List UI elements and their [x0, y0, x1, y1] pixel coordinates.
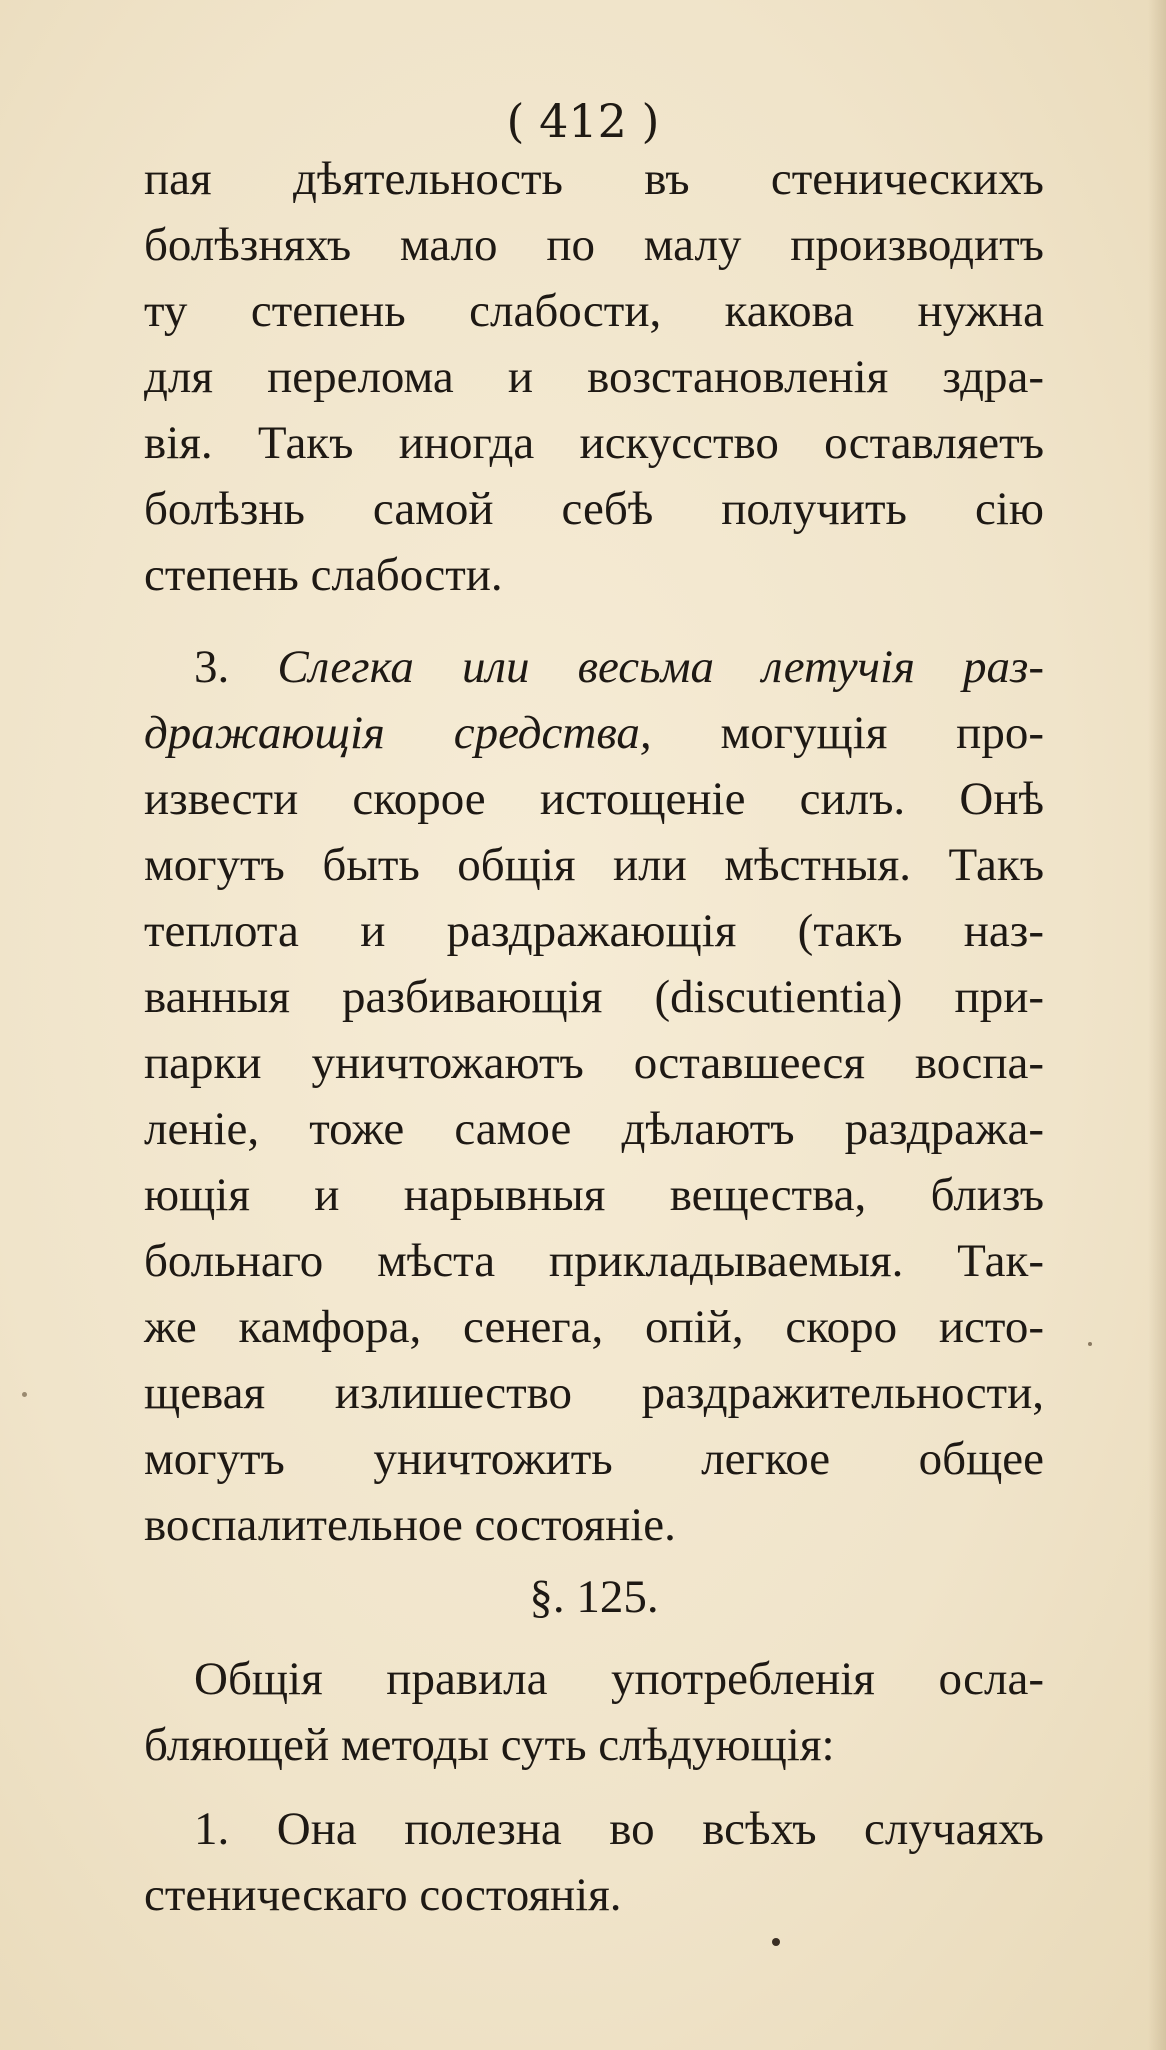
text-line: для перелома и возстановленія здра-	[144, 351, 1044, 403]
page-number: ( 412 )	[506, 94, 660, 148]
text-line: воспалительное состояніе.	[144, 1499, 676, 1551]
text-line: теплота и раздражающія (такъ наз-	[144, 905, 1044, 957]
text-line	[144, 700, 1044, 766]
section-heading: §. 125.	[529, 1571, 659, 1623]
text-span: могущія про-	[720, 707, 1044, 759]
text-line: леніе, тоже самое дѣлаютъ раздража-	[144, 1103, 1044, 1155]
italic-emphasis: Слегка или весьма летучія раз-	[277, 641, 1045, 693]
item-number: 3.	[194, 641, 230, 693]
numbered-item-line: 1. Она полезна во всѣхъ случаяхъ	[194, 1803, 1044, 1855]
text-line: пая дѣятельность въ стеническихъ	[144, 153, 1044, 205]
text-line: могутъ уничтожить легкое общее	[144, 1433, 1044, 1485]
italic-emphasis: дражающія средства,	[144, 707, 652, 759]
text-line: щевая излишество раздражительности,	[144, 1367, 1044, 1419]
numbered-item-line	[194, 634, 1044, 700]
text-line: парки уничтожаютъ оставшееся воспа-	[144, 1037, 1044, 1089]
text-line: извести скорое истощеніе силъ. Онѣ	[144, 773, 1044, 825]
text-line: степень слабости.	[144, 549, 503, 601]
text-line: могутъ быть общія или мѣстныя. Такъ	[144, 839, 1044, 891]
text-line: бляющей методы суть слѣдующія:	[144, 1719, 835, 1771]
text-line: же камфора, сенега, опій, скоро исто-	[144, 1301, 1044, 1353]
ink-speck	[1088, 1342, 1092, 1346]
text-line: ющія и нарывныя вещества, близъ	[144, 1169, 1044, 1221]
text-line: больнаго мѣста прикладываемыя. Так-	[144, 1235, 1044, 1287]
ink-speck	[22, 1392, 27, 1397]
text-line: стеническаго состоянія.	[144, 1869, 622, 1921]
text-line: ванныя разбивающія (discutientia) при-	[144, 971, 1044, 1023]
ink-speck	[772, 1938, 780, 1946]
text-line: вія. Такъ иногда искусство оставляетъ	[144, 417, 1044, 469]
text-line: болѣзнь самой себѣ получить сію	[144, 483, 1044, 535]
text-line: болѣзняхъ мало по малу производитъ	[144, 219, 1044, 271]
text-line: ту степень слабости, какова нужна	[144, 285, 1044, 337]
text-line: Общія правила употребленія осла-	[194, 1653, 1044, 1705]
